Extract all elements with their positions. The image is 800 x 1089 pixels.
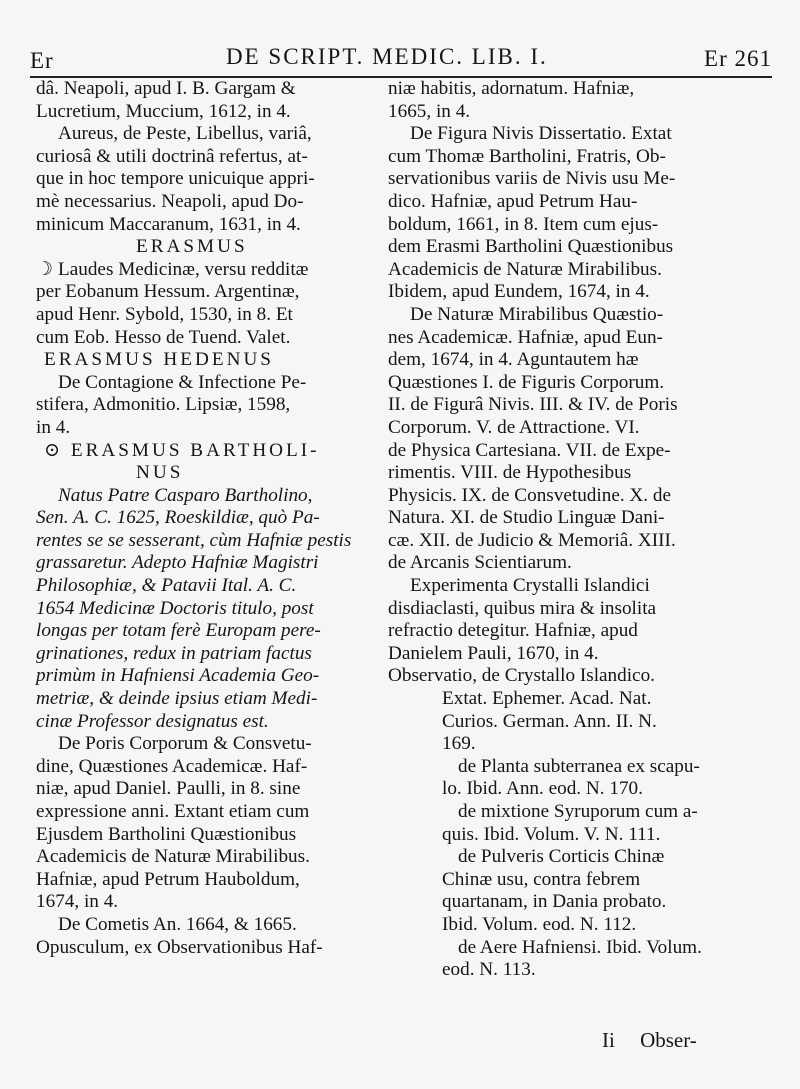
text-line: niæ, apud Daniel. Paulli, in 8. sine [36,778,301,800]
text-line: Philosophiæ, & Patavii Ital. A. C. [36,575,297,597]
text-line: minicum Maccaranum, 1631, in 4. [36,213,301,235]
text-line: Physicis. IX. de Consvetudine. X. de [388,484,671,506]
text-line: Aureus, de Peste, Libellus, variâ, [58,123,312,145]
text-line: de Arcanis Scientiarum. [388,552,572,574]
header-left-catchword: Er [30,48,54,73]
text-line: ⊙ ERASMUS BARTHOLI- [44,439,320,461]
page-footer [602,1028,697,1053]
text-line: stifera, Admonitio. Lipsiæ, 1598, [36,394,291,416]
text-line: Ibid. Volum. eod. N. 112. [442,913,637,935]
text-line: quis. Ibid. Volum. V. N. 111. [442,823,661,845]
text-line: Lucretium, Muccium, 1612, in 4. [36,100,291,122]
text-line: Academicis de Naturæ Mirabilibus. [36,846,310,868]
text-line: quartanam, in Dania probato. [442,891,667,913]
text-line: de Planta subterranea ex scapu- [458,755,700,777]
text-line: De Contagione & Infectione Pe- [58,371,307,393]
text-line: de Physica Cartesiana. VII. de Expe- [388,439,671,461]
text-line: NUS [136,462,184,484]
text-line: De Naturæ Mirabilibus Quæstio- [410,303,664,325]
text-line: Corporum. V. de Attractione. VI. [388,416,640,438]
text-line: Opusculum, ex Observationibus Haf- [36,936,323,958]
text-line: cinæ Professor designatus est. [36,710,269,732]
text-line: 1654 Medicinæ Doctoris titulo, post [36,597,314,619]
text-line: Ibidem, apud Eundem, 1674, in 4. [388,281,650,303]
right-column [388,78,734,982]
text-line: que in hoc tempore unicuique appri- [36,168,315,190]
text-line: de Aere Hafniensi. Ibid. Volum. [458,936,702,958]
text-line: rimentis. VIII. de Hypothesibus [388,462,632,484]
text-line: per Eobanum Hessum. Argentinæ, [36,281,300,303]
text-line: disdiaclasti, quibus mira & insolita [388,597,657,619]
text-line: dem, 1674, in 4. Aguntautem hæ [388,349,639,371]
text-line: mè necessarius. Neapoli, apud Do- [36,190,304,212]
text-line: De Poris Corporum & Consvetu- [58,733,312,755]
catchword: Obser- [640,1028,697,1052]
text-line: boldum, 1661, in 8. Item cum ejus- [388,213,659,235]
text-line: grassaretur. Adepto Hafniæ Magistri [36,552,319,574]
text-line: primùm in Hafniensi Academia Geo- [36,665,320,687]
text-line: grinationes, redux in patriam factus [36,642,312,664]
text-line: in 4. [36,416,71,438]
text-line: de mixtione Syruporum cum a- [458,801,698,822]
text-line: lo. Ibid. Ann. eod. N. 170. [442,778,643,800]
text-line: Sen. A. C. 1625, Roeskildiæ, quò Pa- [36,507,320,529]
header-title: DE SCRIPT. MEDIC. LIB. I. [226,44,548,69]
text-line: Academicis de Naturæ Mirabilibus. [388,258,662,280]
text-line: refractio detegitur. Hafniæ, apud [388,620,638,642]
header-page-number: Er 261 [704,46,772,71]
text-line: Experimenta Crystalli Islandici [410,575,650,597]
text-line: Extat. Ephemer. Acad. Nat. [442,688,652,710]
left-column [36,78,376,959]
text-line: curiosâ & utili doctrinâ refertus, at- [36,145,308,167]
text-line: nes Academicæ. Hafniæ, apud Eun- [388,326,663,348]
text-line: 1674, in 4. [36,891,119,913]
signature-mark: Ii [602,1028,615,1052]
text-line: longas per totam ferè Europam pere- [36,620,321,642]
text-line: expressione anni. Extant etiam cum [36,801,310,822]
text-line: de Pulveris Corticis Chinæ [458,846,665,868]
text-line: De Figura Nivis Dissertatio. Extat [410,123,672,145]
text-line: ERASMUS HEDENUS [44,349,274,371]
text-line: 169. [442,733,476,755]
running-header [30,44,772,78]
text-line: dem Erasmi Bartholini Quæstionibus [388,236,674,258]
text-line: II. de Figurâ Nivis. III. & IV. de Poris [388,394,678,416]
text-line: Quæstiones I. de Figuris Corporum. [388,371,665,393]
text-line: eod. N. 113. [442,959,536,981]
text-line: dâ. Neapoli, apud I. B. Gargam & [36,78,296,99]
text-line: rentes se se sesserant, cùm Hafniæ pestis [36,529,352,551]
text-line: Natura. XI. de Studio Linguæ Dani- [388,507,665,529]
text-line: dine, Quæstiones Academicæ. Haf- [36,755,308,777]
text-line: metriæ, & deinde ipsius etiam Medi- [36,688,318,710]
text-line: 1665, in 4. [388,100,471,122]
text-line: niæ habitis, adornatum. Hafniæ, [388,78,635,99]
text-line: ☽ Laudes Medicinæ, versu redditæ [36,258,309,280]
text-line: cæ. XII. de Judicio & Memoriâ. XIII. [388,529,676,551]
text-line: Curios. German. Ann. II. N. [442,710,657,732]
text-line: cum Thomæ Bartholini, Fratris, Ob- [388,145,666,167]
text-line: dico. Hafniæ, apud Petrum Hau- [388,190,638,212]
text-line: Hafniæ, apud Petrum Hauboldum, [36,868,300,890]
text-line: apud Henr. Sybold, 1530, in 8. Et [36,303,293,325]
text-line: Ejusdem Bartholini Quæstionibus [36,823,297,845]
text-line: Chinæ usu, contra febrem [442,868,641,890]
text-line: ERASMUS [136,236,248,258]
text-line: servationibus variis de Nivis usu Me- [388,168,676,190]
text-line: Observatio, de Crystallo Islandico. [388,665,655,687]
text-line: De Cometis An. 1664, & 1665. [58,913,297,935]
text-line: Natus Patre Casparo Bartholino, [58,484,313,506]
text-line: Danielem Pauli, 1670, in 4. [388,642,599,664]
text-line: cum Eob. Hesso de Tuend. Valet. [36,326,291,348]
